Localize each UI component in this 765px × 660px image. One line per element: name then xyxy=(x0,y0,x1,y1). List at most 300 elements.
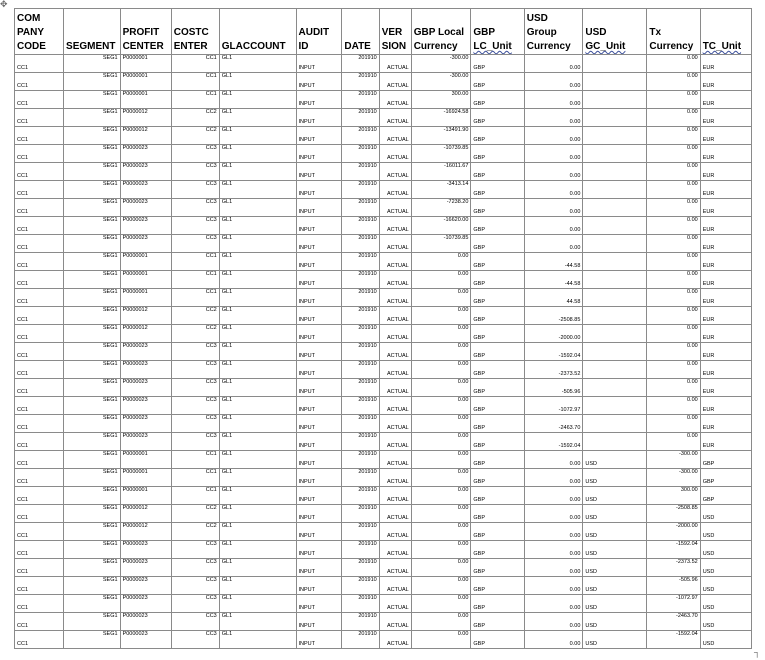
version-cell: ACTUAL xyxy=(379,613,411,631)
version-cell: ACTUAL xyxy=(379,577,411,595)
audit-id-cell: INPUT xyxy=(296,361,342,379)
profit-center-cell: P0000012 xyxy=(120,325,171,343)
lc-unit-cell: GBP xyxy=(471,181,524,199)
profit-center-cell: P0000023 xyxy=(120,631,171,649)
cost-center-cell: CC2 xyxy=(171,523,219,541)
gc-unit-cell: USD xyxy=(583,469,647,487)
gbp-local-cell: 0.00 xyxy=(411,469,471,487)
gbp-local-cell: -16924.58 xyxy=(411,109,471,127)
lc-unit-cell: GBP xyxy=(471,253,524,271)
gc-unit-cell: USD xyxy=(583,451,647,469)
profit-center-cell: P0000012 xyxy=(120,505,171,523)
company-code-cell: CC1 xyxy=(15,253,64,271)
tx-currency-cell: 0.00 xyxy=(647,91,700,109)
profit-center-cell: P0000001 xyxy=(120,55,171,73)
table-row xyxy=(15,235,752,253)
tc-unit-cell: EUR xyxy=(700,253,751,271)
tx-currency-cell: 0.00 xyxy=(647,289,700,307)
tx-currency-cell: -2000.00 xyxy=(647,523,700,541)
profit-center-cell: P0000023 xyxy=(120,541,171,559)
gl-account-cell: GL1 xyxy=(219,487,296,505)
company-code-cell: CC1 xyxy=(15,577,64,595)
version-cell: ACTUAL xyxy=(379,163,411,181)
segment-cell: SEG1 xyxy=(64,613,121,631)
company-code-cell: CC1 xyxy=(15,289,64,307)
date-cell: 201910 xyxy=(342,163,379,181)
cost-center-cell: CC1 xyxy=(171,451,219,469)
gl-account-cell: GL1 xyxy=(219,523,296,541)
tc-unit-cell: EUR xyxy=(700,379,751,397)
cost-center-cell: CC3 xyxy=(171,541,219,559)
gbp-local-cell: 0.00 xyxy=(411,541,471,559)
cost-center-cell: CC3 xyxy=(171,235,219,253)
segment-cell: SEG1 xyxy=(64,271,121,289)
version-cell: ACTUAL xyxy=(379,325,411,343)
cost-center-cell: CC3 xyxy=(171,379,219,397)
company-code-cell: CC1 xyxy=(15,415,64,433)
gc-unit-cell xyxy=(583,235,647,253)
date-cell: 201910 xyxy=(342,433,379,451)
gbp-local-cell: -16011.67 xyxy=(411,163,471,181)
gbp-local-cell: 0.00 xyxy=(411,289,471,307)
gc-unit-cell xyxy=(583,73,647,91)
date-cell: 201910 xyxy=(342,109,379,127)
table-move-handle-icon[interactable]: ✥ xyxy=(0,0,8,9)
segment-cell: SEG1 xyxy=(64,235,121,253)
version-cell: ACTUAL xyxy=(379,505,411,523)
profit-center-cell: P0000001 xyxy=(120,469,171,487)
usd-group-cell: 0.00 xyxy=(524,199,583,217)
tx-currency-cell: 0.00 xyxy=(647,379,700,397)
segment-cell: SEG1 xyxy=(64,595,121,613)
lc-unit-cell: GBP xyxy=(471,451,524,469)
audit-id-cell: INPUT xyxy=(296,109,342,127)
gl-account-cell: GL1 xyxy=(219,343,296,361)
usd-group-cell: 0.00 xyxy=(524,163,583,181)
col-header-usd-gc-unit xyxy=(583,9,647,55)
usd-group-cell: -505.96 xyxy=(524,379,583,397)
cost-center-cell: CC3 xyxy=(171,181,219,199)
lc-unit-cell: GBP xyxy=(471,289,524,307)
table-row xyxy=(15,199,752,217)
tc-unit-cell: EUR xyxy=(700,145,751,163)
version-cell: ACTUAL xyxy=(379,253,411,271)
profit-center-cell: P0000001 xyxy=(120,451,171,469)
date-cell: 201910 xyxy=(342,379,379,397)
table-row xyxy=(15,127,752,145)
company-code-cell: CC1 xyxy=(15,469,64,487)
gbp-local-cell: 0.00 xyxy=(411,271,471,289)
gbp-local-cell: 0.00 xyxy=(411,379,471,397)
version-cell: ACTUAL xyxy=(379,199,411,217)
data-table xyxy=(14,8,752,649)
table-row xyxy=(15,523,752,541)
usd-group-cell: 0.00 xyxy=(524,541,583,559)
gl-account-cell: GL1 xyxy=(219,163,296,181)
segment-cell: SEG1 xyxy=(64,631,121,649)
lc-unit-cell: GBP xyxy=(471,433,524,451)
table-row xyxy=(15,505,752,523)
usd-group-cell: -1592.04 xyxy=(524,433,583,451)
profit-center-cell: P0000023 xyxy=(120,577,171,595)
cost-center-cell: CC3 xyxy=(171,595,219,613)
tx-currency-cell: -1592.04 xyxy=(647,541,700,559)
gl-account-cell: GL1 xyxy=(219,613,296,631)
tx-currency-cell: 0.00 xyxy=(647,271,700,289)
usd-group-cell: 0.00 xyxy=(524,91,583,109)
gbp-local-cell: 300.00 xyxy=(411,91,471,109)
company-code-cell: CC1 xyxy=(15,145,64,163)
version-cell: ACTUAL xyxy=(379,217,411,235)
tc-unit-cell: EUR xyxy=(700,397,751,415)
lc-unit-cell: GBP xyxy=(471,487,524,505)
usd-group-cell: 0.00 xyxy=(524,469,583,487)
table-row xyxy=(15,289,752,307)
tx-currency-cell: 0.00 xyxy=(647,325,700,343)
tc-unit-cell: USD xyxy=(700,577,751,595)
gbp-local-cell: 0.00 xyxy=(411,253,471,271)
segment-cell: SEG1 xyxy=(64,181,121,199)
gbp-local-cell: 0.00 xyxy=(411,433,471,451)
gbp-local-cell: 0.00 xyxy=(411,343,471,361)
date-cell: 201910 xyxy=(342,73,379,91)
profit-center-cell: P0000012 xyxy=(120,523,171,541)
lc-unit-cell: GBP xyxy=(471,379,524,397)
table-row xyxy=(15,415,752,433)
col-header-usd-group-currency: USD Group Currency xyxy=(524,9,583,55)
segment-cell: SEG1 xyxy=(64,523,121,541)
gl-account-cell: GL1 xyxy=(219,433,296,451)
audit-id-cell: INPUT xyxy=(296,343,342,361)
table-row xyxy=(15,181,752,199)
tx-currency-cell: -2463.70 xyxy=(647,613,700,631)
gc-unit-cell xyxy=(583,415,647,433)
date-cell: 201910 xyxy=(342,91,379,109)
segment-cell: SEG1 xyxy=(64,73,121,91)
tx-currency-cell: 0.00 xyxy=(647,109,700,127)
gbp-lc-unit-line2: LC_Unit xyxy=(473,41,512,52)
version-cell: ACTUAL xyxy=(379,361,411,379)
version-cell: ACTUAL xyxy=(379,73,411,91)
tc-unit-cell: EUR xyxy=(700,73,751,91)
profit-center-cell: P0000023 xyxy=(120,613,171,631)
header-row xyxy=(15,9,752,55)
version-cell: ACTUAL xyxy=(379,487,411,505)
table-row xyxy=(15,325,752,343)
tc-unit-cell: USD xyxy=(700,595,751,613)
tx-currency-cell: -300.00 xyxy=(647,469,700,487)
tc-unit-cell: EUR xyxy=(700,343,751,361)
version-cell: ACTUAL xyxy=(379,307,411,325)
col-header-company-code: COM PANY CODE xyxy=(15,9,64,55)
profit-center-cell: P0000023 xyxy=(120,145,171,163)
table-body xyxy=(15,55,752,649)
date-cell: 201910 xyxy=(342,199,379,217)
col-header-tc-unit: TC_Unit xyxy=(700,9,751,55)
table-row xyxy=(15,379,752,397)
gc-unit-cell: USD xyxy=(583,505,647,523)
date-cell: 201910 xyxy=(342,325,379,343)
audit-id-cell: INPUT xyxy=(296,127,342,145)
usd-group-cell: -1592.04 xyxy=(524,343,583,361)
tx-currency-cell: 0.00 xyxy=(647,163,700,181)
usd-group-cell: 0.00 xyxy=(524,559,583,577)
profit-center-cell: P0000001 xyxy=(120,271,171,289)
company-code-cell: CC1 xyxy=(15,361,64,379)
gl-account-cell: GL1 xyxy=(219,73,296,91)
col-header-date: DATE xyxy=(342,9,379,55)
gc-unit-cell xyxy=(583,271,647,289)
profit-center-cell: P0000023 xyxy=(120,235,171,253)
usd-group-cell: -2000.00 xyxy=(524,325,583,343)
date-cell: 201910 xyxy=(342,577,379,595)
date-cell: 201910 xyxy=(342,361,379,379)
gc-unit-cell xyxy=(583,307,647,325)
tc-unit-cell: GBP xyxy=(700,469,751,487)
date-cell: 201910 xyxy=(342,469,379,487)
company-code-cell: CC1 xyxy=(15,631,64,649)
company-code-cell: CC1 xyxy=(15,325,64,343)
tc-unit-cell: GBP xyxy=(700,487,751,505)
audit-id-cell: INPUT xyxy=(296,541,342,559)
gl-account-cell: GL1 xyxy=(219,505,296,523)
gc-unit-cell xyxy=(583,289,647,307)
lc-unit-cell: GBP xyxy=(471,595,524,613)
usd-group-cell: 0.00 xyxy=(524,145,583,163)
cost-center-cell: CC3 xyxy=(171,163,219,181)
table-row xyxy=(15,253,752,271)
profit-center-cell: P0000023 xyxy=(120,397,171,415)
segment-cell: SEG1 xyxy=(64,289,121,307)
usd-group-cell: 0.00 xyxy=(524,109,583,127)
profit-center-cell: P0000001 xyxy=(120,73,171,91)
tx-currency-cell: 0.00 xyxy=(647,145,700,163)
audit-id-cell: INPUT xyxy=(296,145,342,163)
version-cell: ACTUAL xyxy=(379,343,411,361)
gc-unit-cell xyxy=(583,253,647,271)
tx-currency-cell: 0.00 xyxy=(647,217,700,235)
gc-unit-cell xyxy=(583,127,647,145)
gbp-local-cell: -3413.14 xyxy=(411,181,471,199)
gl-account-cell: GL1 xyxy=(219,235,296,253)
cost-center-cell: CC3 xyxy=(171,415,219,433)
audit-id-cell: INPUT xyxy=(296,253,342,271)
profit-center-cell: P0000023 xyxy=(120,559,171,577)
segment-cell: SEG1 xyxy=(64,109,121,127)
profit-center-cell: P0000012 xyxy=(120,307,171,325)
gc-unit-cell xyxy=(583,163,647,181)
gbp-local-cell: -300.00 xyxy=(411,55,471,73)
col-header-audit-id: AUDIT ID xyxy=(296,9,342,55)
company-code-cell: CC1 xyxy=(15,91,64,109)
date-cell: 201910 xyxy=(342,631,379,649)
version-cell: ACTUAL xyxy=(379,523,411,541)
version-cell: ACTUAL xyxy=(379,379,411,397)
gbp-local-cell: 0.00 xyxy=(411,559,471,577)
segment-cell: SEG1 xyxy=(64,217,121,235)
date-cell: 201910 xyxy=(342,127,379,145)
version-cell: ACTUAL xyxy=(379,235,411,253)
gc-unit-cell xyxy=(583,325,647,343)
profit-center-cell: P0000023 xyxy=(120,595,171,613)
tc-unit-cell: USD xyxy=(700,505,751,523)
usd-group-cell: 44.58 xyxy=(524,289,583,307)
gbp-local-cell: 0.00 xyxy=(411,487,471,505)
col-header-gbp-local-currency: GBP Local Currency xyxy=(411,9,471,55)
audit-id-cell: INPUT xyxy=(296,487,342,505)
segment-cell: SEG1 xyxy=(64,307,121,325)
gl-account-cell: GL1 xyxy=(219,217,296,235)
profit-center-cell: P0000001 xyxy=(120,91,171,109)
col-header-gl-account: GLACCOUNT xyxy=(219,9,296,55)
cost-center-cell: CC3 xyxy=(171,145,219,163)
company-code-cell: CC1 xyxy=(15,595,64,613)
tx-currency-cell: -2373.52 xyxy=(647,559,700,577)
version-cell: ACTUAL xyxy=(379,271,411,289)
gl-account-cell: GL1 xyxy=(219,397,296,415)
lc-unit-cell: GBP xyxy=(471,523,524,541)
tc-unit-cell: EUR xyxy=(700,109,751,127)
profit-center-cell: P0000023 xyxy=(120,181,171,199)
company-code-cell: CC1 xyxy=(15,199,64,217)
lc-unit-cell: GBP xyxy=(471,163,524,181)
profit-center-cell: P0000001 xyxy=(120,289,171,307)
col-header-tx-currency: Tx Currency xyxy=(647,9,700,55)
company-code-cell: CC1 xyxy=(15,487,64,505)
audit-id-cell: INPUT xyxy=(296,451,342,469)
segment-cell: SEG1 xyxy=(64,487,121,505)
usd-group-cell: -2463.70 xyxy=(524,415,583,433)
tx-currency-cell: -2508.85 xyxy=(647,505,700,523)
tx-currency-cell: -1072.97 xyxy=(647,595,700,613)
gc-unit-cell xyxy=(583,145,647,163)
gl-account-cell: GL1 xyxy=(219,307,296,325)
table-row xyxy=(15,559,752,577)
gbp-local-cell: 0.00 xyxy=(411,451,471,469)
tc-unit-cell: EUR xyxy=(700,433,751,451)
segment-cell: SEG1 xyxy=(64,451,121,469)
company-code-cell: CC1 xyxy=(15,559,64,577)
company-code-cell: CC1 xyxy=(15,271,64,289)
audit-id-cell: INPUT xyxy=(296,415,342,433)
usd-group-cell: 0.00 xyxy=(524,181,583,199)
audit-id-cell: INPUT xyxy=(296,181,342,199)
usd-group-cell: 0.00 xyxy=(524,487,583,505)
audit-id-cell: INPUT xyxy=(296,73,342,91)
segment-cell: SEG1 xyxy=(64,541,121,559)
table-resize-handle-icon[interactable]: ┐ xyxy=(754,647,761,657)
gl-account-cell: GL1 xyxy=(219,127,296,145)
gc-unit-cell xyxy=(583,109,647,127)
gbp-local-cell: -10739.85 xyxy=(411,235,471,253)
gl-account-cell: GL1 xyxy=(219,253,296,271)
tc-unit-cell: EUR xyxy=(700,325,751,343)
cost-center-cell: CC2 xyxy=(171,127,219,145)
gbp-local-cell: -13491.90 xyxy=(411,127,471,145)
audit-id-cell: INPUT xyxy=(296,433,342,451)
profit-center-cell: P0000023 xyxy=(120,163,171,181)
usd-gc-unit-line1: USD xyxy=(585,27,607,38)
gl-account-cell: GL1 xyxy=(219,289,296,307)
company-code-cell: CC1 xyxy=(15,451,64,469)
date-cell: 201910 xyxy=(342,145,379,163)
lc-unit-cell: GBP xyxy=(471,145,524,163)
usd-group-cell: -1072.97 xyxy=(524,397,583,415)
gc-unit-cell: USD xyxy=(583,577,647,595)
usd-group-cell: -44.58 xyxy=(524,271,583,289)
segment-cell: SEG1 xyxy=(64,433,121,451)
segment-cell: SEG1 xyxy=(64,577,121,595)
company-code-cell: CC1 xyxy=(15,523,64,541)
gbp-local-cell: 0.00 xyxy=(411,505,471,523)
cost-center-cell: CC2 xyxy=(171,109,219,127)
segment-cell: SEG1 xyxy=(64,91,121,109)
date-cell: 201910 xyxy=(342,415,379,433)
date-cell: 201910 xyxy=(342,559,379,577)
lc-unit-cell: GBP xyxy=(471,91,524,109)
tc-unit-cell: EUR xyxy=(700,307,751,325)
tx-currency-cell: 0.00 xyxy=(647,397,700,415)
cost-center-cell: CC3 xyxy=(171,361,219,379)
cost-center-cell: CC3 xyxy=(171,199,219,217)
table-row xyxy=(15,397,752,415)
usd-group-cell: 0.00 xyxy=(524,505,583,523)
audit-id-cell: INPUT xyxy=(296,577,342,595)
gc-unit-cell xyxy=(583,361,647,379)
profit-center-cell: P0000012 xyxy=(120,127,171,145)
usd-group-cell: 0.00 xyxy=(524,73,583,91)
tc-unit-cell: EUR xyxy=(700,127,751,145)
gl-account-cell: GL1 xyxy=(219,469,296,487)
company-code-cell: CC1 xyxy=(15,541,64,559)
cost-center-cell: CC3 xyxy=(171,343,219,361)
tx-currency-cell: 0.00 xyxy=(647,343,700,361)
lc-unit-cell: GBP xyxy=(471,613,524,631)
version-cell: ACTUAL xyxy=(379,541,411,559)
cost-center-cell: CC3 xyxy=(171,559,219,577)
tc-unit-cell: EUR xyxy=(700,199,751,217)
date-cell: 201910 xyxy=(342,613,379,631)
gc-unit-cell: USD xyxy=(583,541,647,559)
tx-currency-cell: 0.00 xyxy=(647,181,700,199)
table-row xyxy=(15,631,752,649)
segment-cell: SEG1 xyxy=(64,127,121,145)
usd-group-cell: 0.00 xyxy=(524,523,583,541)
gc-unit-cell xyxy=(583,199,647,217)
segment-cell: SEG1 xyxy=(64,361,121,379)
version-cell: ACTUAL xyxy=(379,451,411,469)
table-row xyxy=(15,109,752,127)
tx-currency-cell: 0.00 xyxy=(647,253,700,271)
company-code-cell: CC1 xyxy=(15,379,64,397)
lc-unit-cell: GBP xyxy=(471,577,524,595)
gc-unit-cell xyxy=(583,397,647,415)
gbp-local-cell: 0.00 xyxy=(411,577,471,595)
cost-center-cell: CC3 xyxy=(171,217,219,235)
audit-id-cell: INPUT xyxy=(296,469,342,487)
tc-unit-cell: EUR xyxy=(700,271,751,289)
table-row xyxy=(15,469,752,487)
table-row xyxy=(15,217,752,235)
company-code-cell: CC1 xyxy=(15,307,64,325)
tx-currency-cell: 0.00 xyxy=(647,361,700,379)
cost-center-cell: CC2 xyxy=(171,307,219,325)
cost-center-cell: CC3 xyxy=(171,433,219,451)
gbp-local-cell: -300.00 xyxy=(411,73,471,91)
usd-group-cell: 0.00 xyxy=(524,235,583,253)
date-cell: 201910 xyxy=(342,343,379,361)
date-cell: 201910 xyxy=(342,487,379,505)
